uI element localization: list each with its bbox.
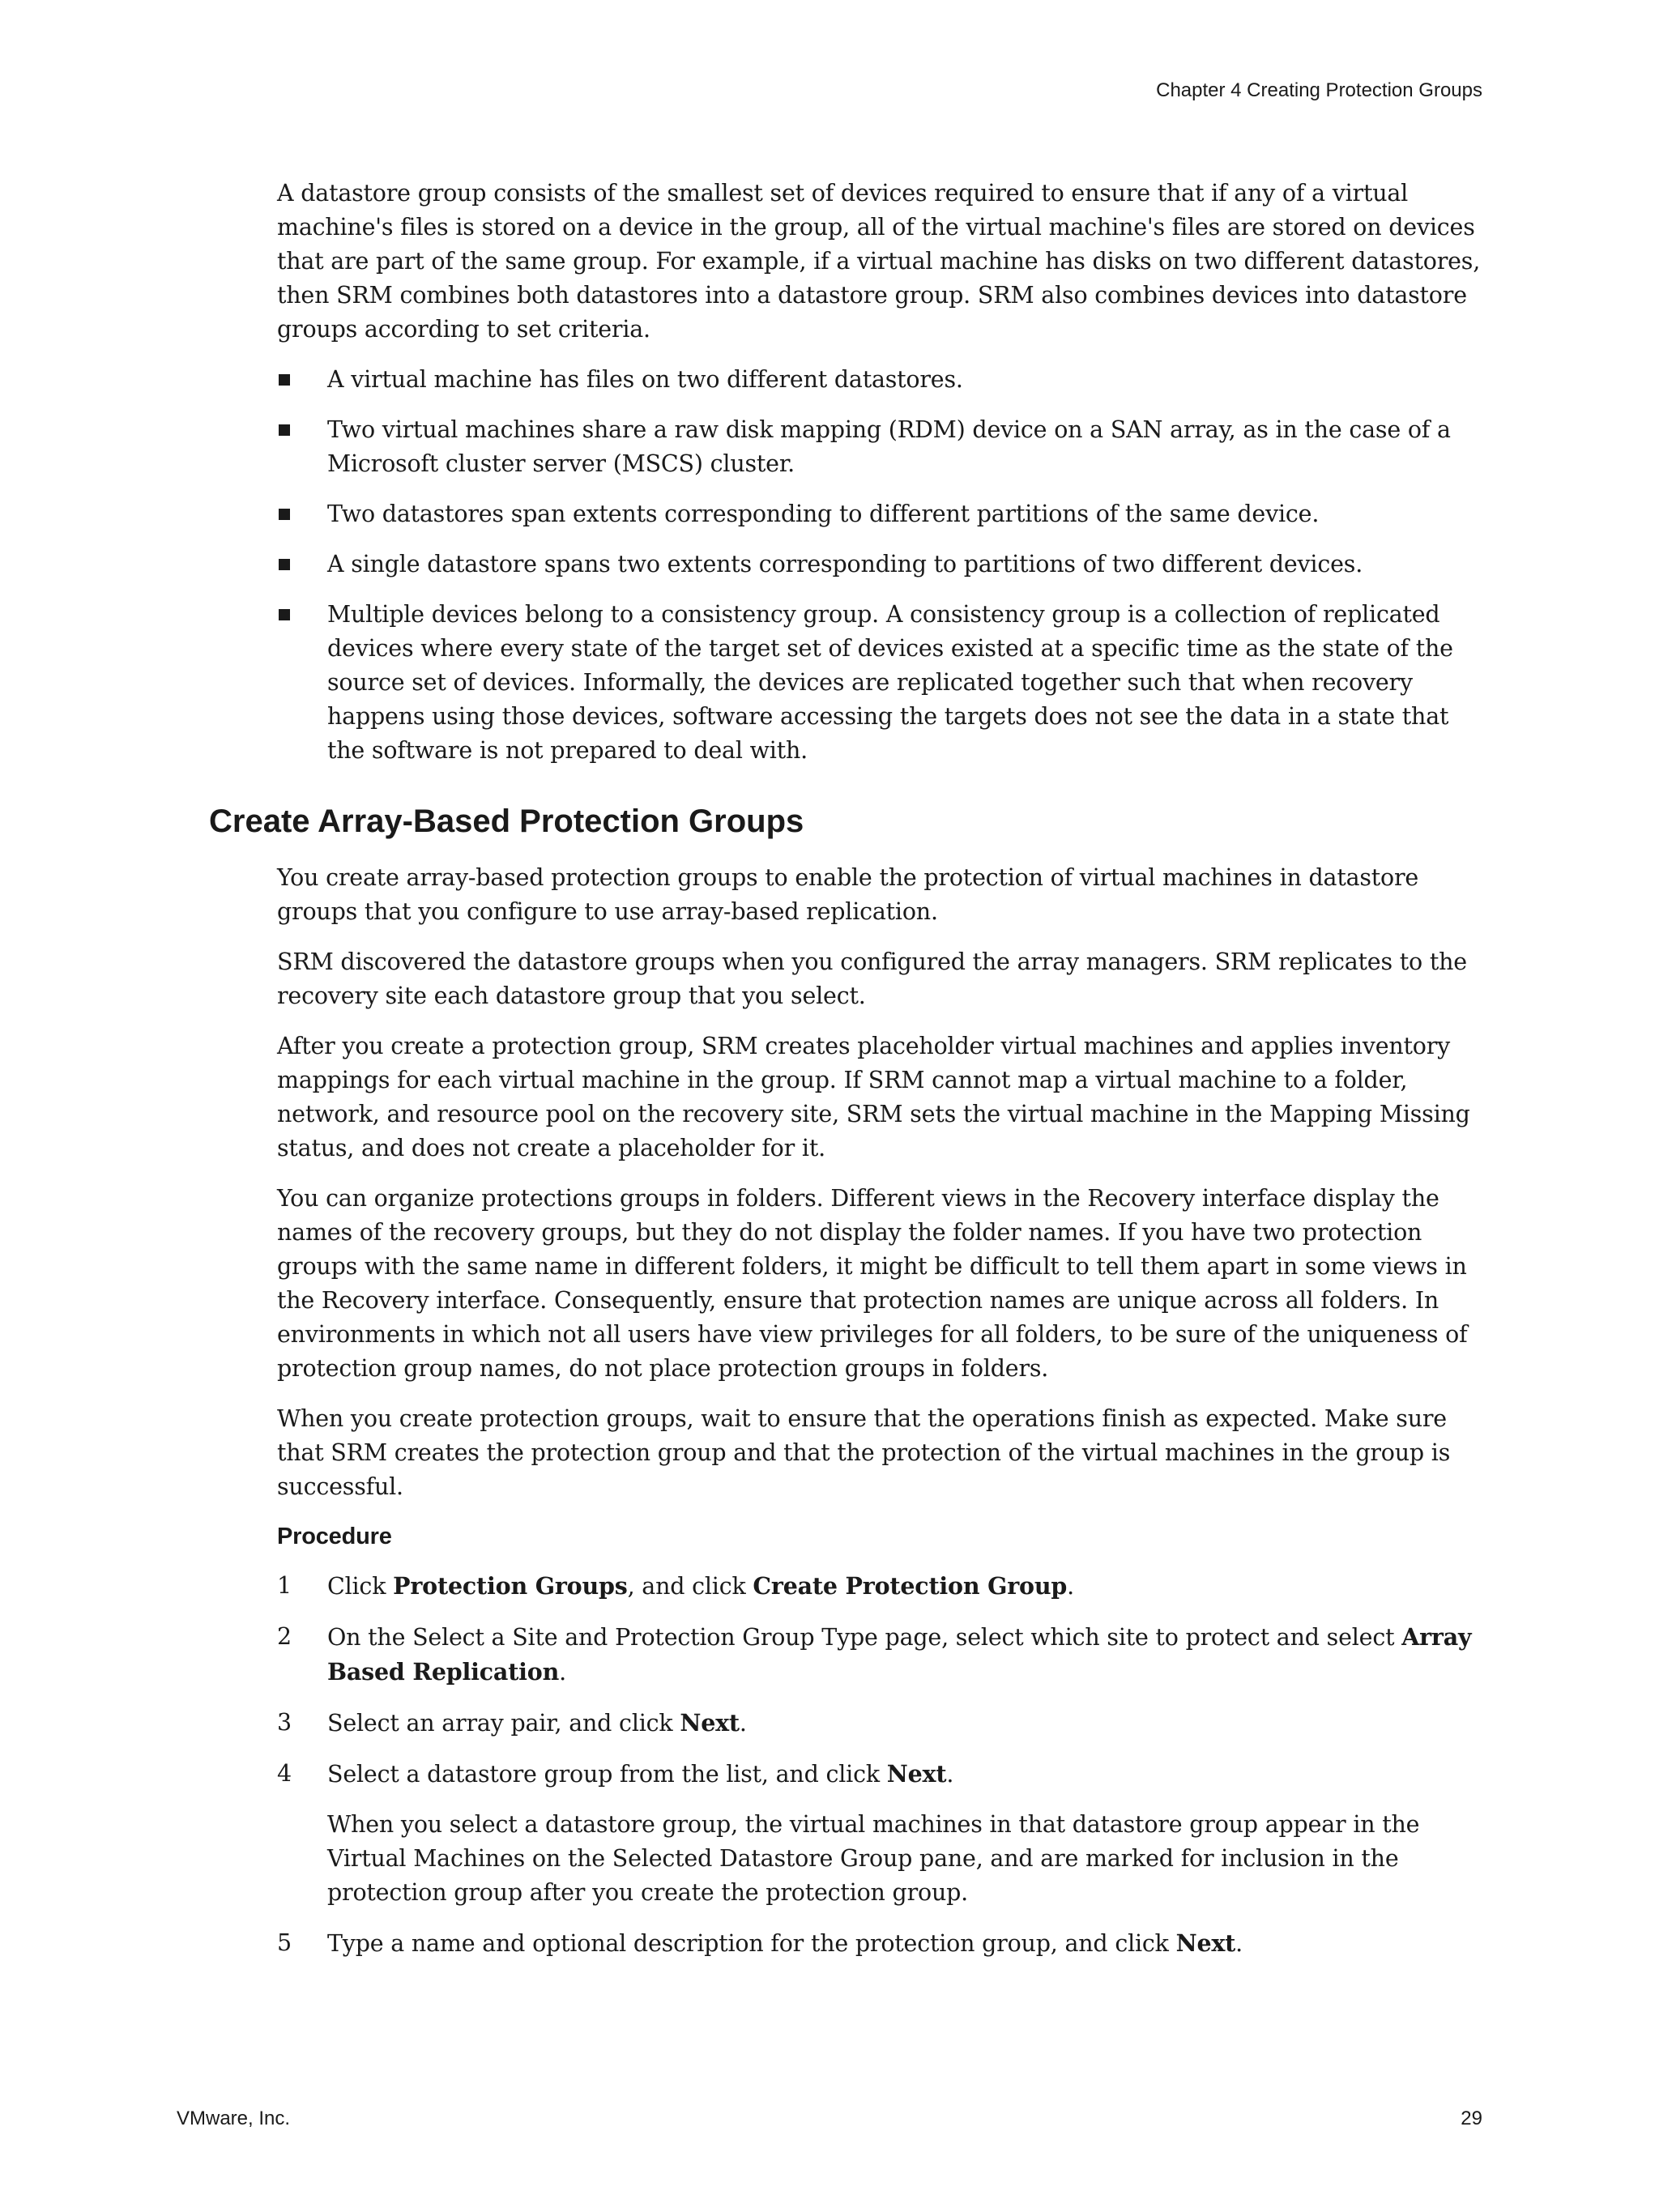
step-bold-term: Create Protection Group (753, 1572, 1068, 1600)
list-item (277, 598, 1484, 768)
bullet-square-icon (279, 374, 290, 386)
list-item-text: A single datastore spans two extents corresponding to partitions of two different devices. (327, 551, 1363, 578)
step-text: Type a name and optional description for the protection group, and click (327, 1930, 1176, 1957)
step-text: . (1235, 1930, 1243, 1957)
procedure-step (277, 1706, 1484, 1741)
list-item (277, 413, 1484, 481)
criteria-list (277, 363, 1484, 768)
step-text: . (1067, 1573, 1074, 1600)
footer-company: VMware, Inc. (177, 2108, 291, 2129)
step-text: , and click (627, 1573, 753, 1600)
section-title: Create Array-Based Protection Groups (209, 803, 804, 839)
step-number: 4 (277, 1760, 292, 1787)
procedure-step (277, 1926, 1484, 1961)
step-text: . (946, 1761, 954, 1788)
list-item (277, 548, 1484, 582)
procedure-step (277, 1569, 1484, 1604)
step-bold-term: Protection Groups (393, 1572, 628, 1600)
section-paragraph: SRM discovered the datastore groups when you configured the array managers. SRM replicates to the recovery site each datastore group that you select. (277, 948, 1467, 1009)
step-text: Select a datastore group from the list, and click (327, 1761, 887, 1788)
list-item-text: Multiple devices belong to a consistency group. A consistency group is a collection of replicated devices where every state of the target set of devices existed at a specific time as the state of the source set of devices. Informally, the devices are replicated together such that when recovery happens using those devices, software accessing the targets does not see the data in a state that the software is not prepared to deal with. (327, 601, 1453, 764)
list-item-text: Two virtual machines share a raw disk mapping (RDM) device on a SAN array, as in the case of a Microsoft cluster server (MSCS) cluster. (327, 416, 1451, 477)
intro-block (277, 177, 1484, 784)
step-text: . (739, 1710, 747, 1737)
step-number: 2 (277, 1623, 292, 1650)
step-number: 1 (277, 1572, 292, 1599)
bullet-square-icon (279, 424, 290, 436)
procedure-heading: Procedure (277, 1524, 392, 1549)
bullet-square-icon (279, 609, 290, 620)
step-text: Select an array pair, and click (327, 1710, 680, 1737)
step-text: Click (327, 1573, 394, 1600)
step-note: When you select a datastore group, the virtual machines in that datastore group appear in the Virtual Machines on the Selected Datastore Group pane, and are marked for inclusion in the protection group after you create the protection group. (327, 1811, 1420, 1906)
procedure-step (277, 1757, 1484, 1910)
procedure-steps (277, 1569, 1484, 1961)
step-text: . (559, 1659, 566, 1686)
step-bold-term: Next (886, 1760, 947, 1788)
section-paragraph: You can organize protections groups in folders. Different views in the Recovery interface display the names of the recovery groups, but they do not display the folder names. If you have two protection groups with the same name in different folders, it might be difficult to tell them apart in some views in the Recovery interface. Consequently, ensure that protection names are unique across all folders. In environments in which not all users have view privileges for all folders, to be sure of the uniqueness of protection group names, do not place protection groups in folders. (277, 1185, 1468, 1382)
running-header: Chapter 4 Creating Protection Groups (1156, 79, 1482, 101)
procedure-step (277, 1620, 1484, 1690)
section-body (277, 861, 1484, 1977)
step-bold-term: Array Based Replication (327, 1623, 1472, 1686)
step-bold-term: Next (1175, 1929, 1236, 1957)
bullet-square-icon (279, 509, 290, 520)
list-item-text: A virtual machine has files on two different datastores. (327, 366, 963, 393)
bullet-square-icon (279, 559, 290, 570)
step-bold-term: Next (680, 1709, 740, 1737)
step-number: 5 (277, 1929, 292, 1956)
section-paragraph: You create array-based protection groups to enable the protection of virtual machines in datastore groups that you configure to use array-based replication. (277, 864, 1419, 925)
list-item (277, 497, 1484, 531)
section-paragraph: When you create protection groups, wait to ensure that the operations finish as expected. Make sure that SRM creates the protection group and that the protection of the virtual machines in the group is successful. (277, 1405, 1451, 1500)
step-text: On the Select a Site and Protection Group Type page, select which site to protect and select (327, 1624, 1402, 1651)
section-paragraph: After you create a protection group, SRM creates placeholder virtual machines and applies inventory mappings for each virtual machine in the group. If SRM cannot map a virtual machine to a folder, network, and resource pool on the recovery site, SRM sets the virtual machine in the Mapping Missing status, and does not create a placeholder for it. (277, 1033, 1470, 1161)
list-item-text: Two datastores span extents corresponding to different partitions of the same device. (327, 501, 1320, 527)
step-number: 3 (277, 1709, 292, 1736)
page-number: 29 (1461, 2108, 1482, 2129)
intro-paragraph: A datastore group consists of the smallest set of devices required to ensure that if any of a virtual machine's files is stored on a device in the group, all of the virtual machine's files are stored on devices that are part of the same group. For example, if a virtual machine has disks on two different datastores, then SRM combines both datastores into a datastore group. SRM also combines devices into datastore groups according to set criteria. (277, 180, 1481, 343)
list-item (277, 363, 1484, 397)
